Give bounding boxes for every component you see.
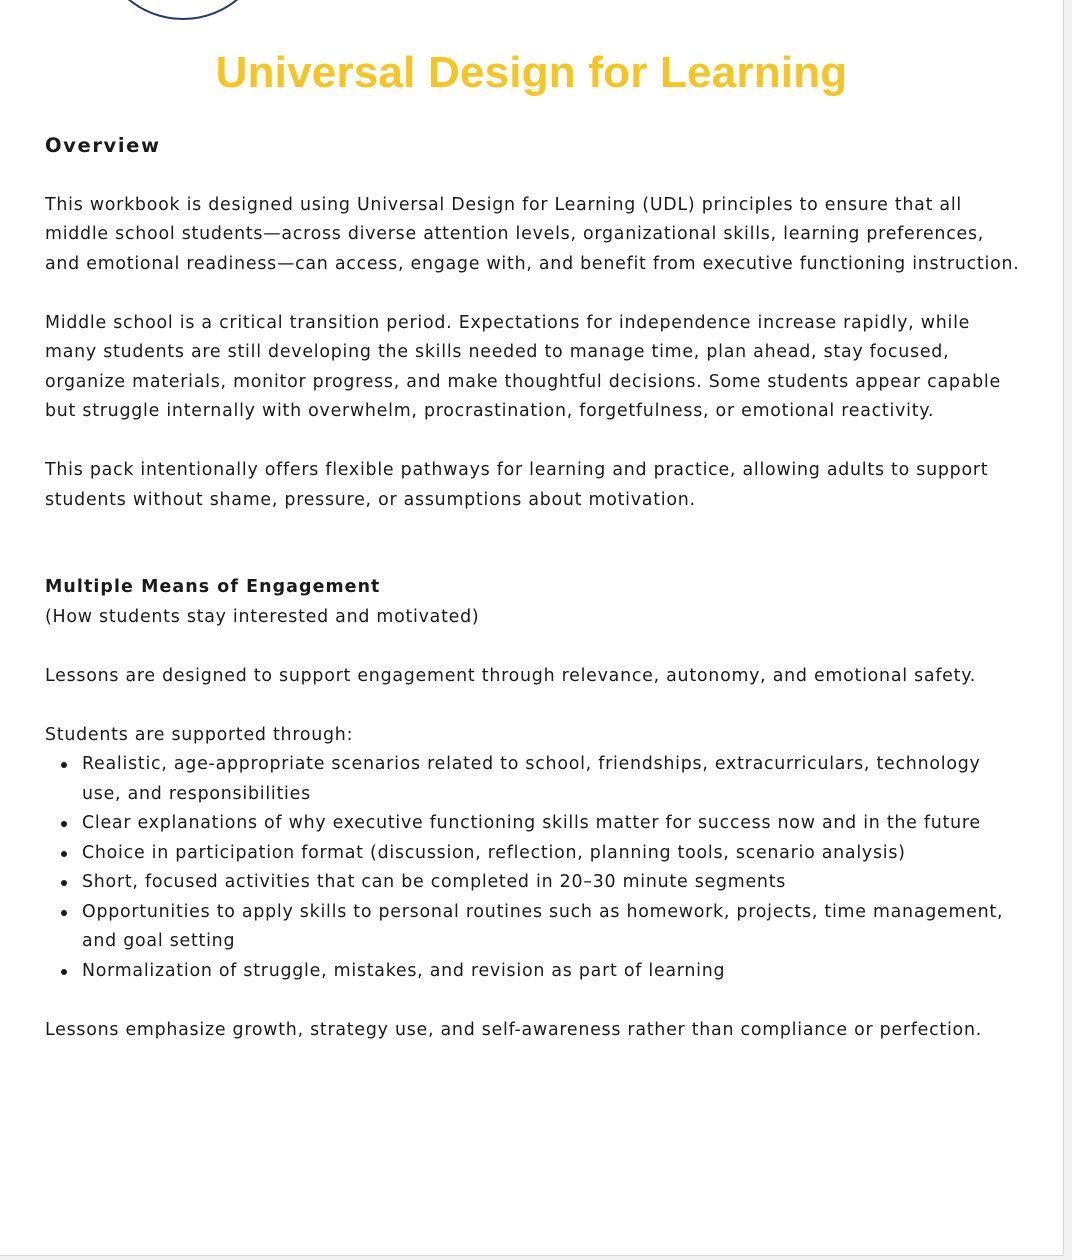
list-item-text: Opportunities to apply skills to personal routines such as homework, projects, time management, and goal setting	[82, 901, 1004, 951]
document-body	[45, 131, 1020, 1045]
bullet-icon	[61, 821, 67, 827]
engagement-heading: Multiple Means of Engagement	[45, 577, 381, 597]
engagement-list-intro: Students are supported through:	[45, 724, 354, 745]
logo-circle	[97, 0, 269, 20]
list-item-text: Realistic, age-appropriate scenarios related to school, friendships, extracurriculars, technology use, and responsibilities	[82, 754, 981, 804]
list-item-text: Clear explanations of why executive functioning skills matter for success now and in the future	[82, 813, 981, 833]
engagement-subheading: (How students stay interested and motivated)	[45, 606, 480, 627]
list-item	[82, 898, 1020, 957]
overview-paragraph-1: This workbook is designed using Universal Design for Learning (UDL) principles to ensure that all middle school students—across diverse attention levels, organizational skills, learning preferences, and emotional readiness—can access, engage with, and benefit from executive functioning instruction.	[45, 194, 1020, 274]
list-item-text: Choice in participation format (discussion, reflection, planning tools, scenario analysis)	[82, 842, 906, 863]
bullet-icon	[61, 910, 67, 916]
engagement-intro: Lessons are designed to support engagement through relevance, autonomy, and emotional safety.	[45, 665, 977, 686]
list-item	[82, 868, 1020, 898]
bullet-icon	[61, 851, 67, 857]
list-item-text: Normalization of struggle, mistakes, and revision as part of learning	[82, 960, 726, 981]
list-item	[82, 750, 1020, 809]
engagement-bullet-list	[45, 750, 1020, 986]
bullet-icon	[61, 762, 67, 768]
page-title: Universal Design for Learning	[215, 48, 848, 97]
bullet-icon	[61, 969, 67, 975]
list-item	[82, 809, 1020, 839]
list-item	[82, 957, 1020, 987]
overview-paragraph-3: This pack intentionally offers flexible pathways for learning and practice, allowing adults to support students without shame, pressure, or assumptions about motivation.	[45, 460, 989, 510]
engagement-closing: Lessons emphasize growth, strategy use, and self-awareness rather than compliance or perfection.	[45, 1019, 982, 1040]
overview-heading: Overview	[45, 134, 161, 157]
list-item	[82, 839, 1020, 869]
overview-paragraph-2: Middle school is a critical transition period. Expectations for independence increase rapidly, while many students are still developing the skills needed to manage time, plan ahead, stay focused, organize materials, monitor progress, and make thoughtful decisions. Some students appear capable but struggle internally with overwhelm, procrastination, forgetfulness, or emotional reactivity.	[45, 312, 1001, 421]
bullet-icon	[61, 880, 67, 886]
list-item-text: Short, focused activities that can be completed in 20–30 minute segments	[82, 872, 787, 892]
